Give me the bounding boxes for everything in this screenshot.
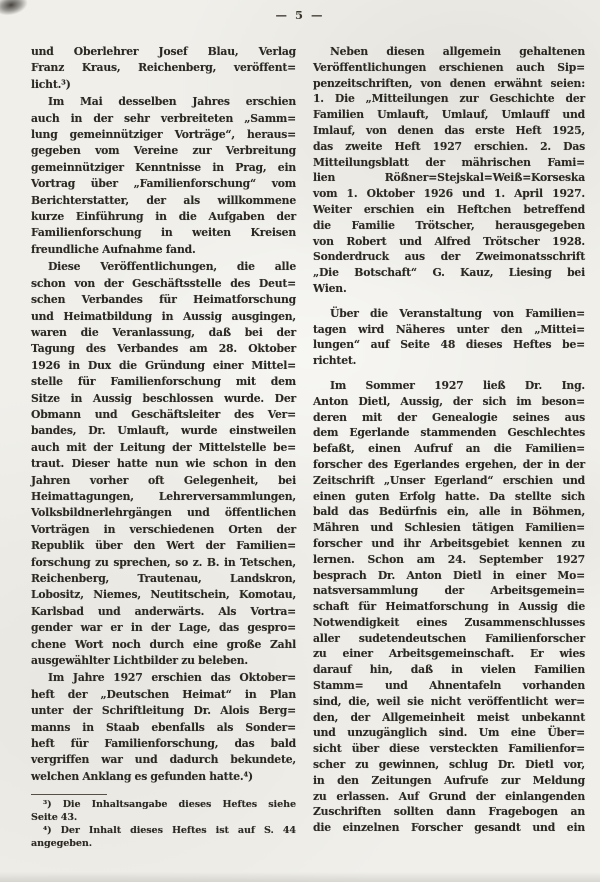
paragraph [31, 44, 296, 93]
left-text-column [31, 44, 296, 850]
text-line: zu einer Arbeitsgemeinschaft. Er wies [313, 647, 585, 661]
text-line: lung gemeinnütziger Vorträge“, heraus= [31, 128, 296, 142]
text-line: Veröffentlichungen erschienen auch Sip= [313, 60, 585, 74]
text-line: heft für Familienforschung, das bald [31, 737, 296, 751]
text-line: Über die Veranstaltung von Familien= [330, 306, 585, 320]
text-line: 1926 in Dux die Gründung einer Mittel= [31, 358, 296, 372]
text-line: Tagung des Verbandes am 28. Oktober [31, 342, 296, 356]
text-line: ⁴) Der Inhalt dieses Heftes ist auf S. 44 [43, 824, 296, 836]
text-line: sind, die, weil sie nicht veröffentlicht wer= [313, 694, 585, 708]
text-line: freundliche Aufnahme fand. [31, 242, 196, 256]
text-line: befaßt, einen Aufruf an die Familien= [313, 442, 585, 456]
text-line: forschung zu sprechen, so z. B. in Tetschen, [31, 555, 296, 569]
text-line: lungen“ auf Seite 48 dieses Heftes be= [313, 338, 585, 352]
text-line: Anton Dietl, Aussig, der sich im beson= [313, 394, 585, 408]
text-line: und unzugänglich sind. Um eine Über= [313, 726, 585, 740]
text-line: Zeitschrift „Unser Egerland“ erschien und [313, 473, 585, 487]
text-line: Franz Kraus, Reichenberg, veröffent= [31, 61, 296, 75]
text-line: kurze Einführung in die Aufgaben der [31, 210, 296, 224]
footnote-rule [31, 794, 107, 795]
text-line: die einzelnen Forscher gesandt und ein [313, 821, 585, 835]
paragraph [313, 378, 585, 836]
text-line: heft der „Deutschen Heimat“ in Plan [31, 687, 296, 701]
text-line: ausgewählter Lichtbilder zu beleben. [31, 654, 248, 668]
text-line: Berichterstatter, der als willkommene [31, 193, 296, 207]
text-line: forscher des Egerlandes ergehen, der in der [313, 457, 585, 471]
text-line: die Familie Trötscher, herausgegeben [313, 218, 585, 232]
text-line: Karlsbad und anderwärts. Als Vortra= [31, 604, 296, 618]
text-line: Lobositz, Niemes, Neutitschein, Komotau, [31, 588, 296, 602]
text-line: lernen. Schon am 24. September 1927 [313, 552, 585, 566]
text-line: Republik über den Wert der Familien= [31, 539, 296, 553]
text-line: waren die Veranlassung, daß bei der [31, 325, 296, 339]
text-line: Reichenberg, Trautenau, Landskron, [31, 572, 296, 585]
text-line: Diese Veröffentlichungen, die alle [48, 260, 296, 274]
text-line: Im Jahre 1927 erschien das Oktober= [48, 671, 296, 685]
text-line: in den Zeitungen Aufrufe zur Meldung [313, 773, 585, 787]
text-line: unter der Schriftleitung Dr. Alois Berg= [31, 704, 296, 718]
text-line: ³) Die Inhaltsangabe dieses Heftes siehe [43, 799, 296, 811]
text-line: gegeben vom Vereine zur Verbreitung [31, 144, 296, 158]
text-line: Notwendigkeit eines Zusammenschlusses [313, 615, 585, 629]
text-line: penzeitschriften, von denen erwähnt seien: [313, 76, 585, 90]
text-line: Sonderdruck aus der Zweimonatsschrift [313, 250, 585, 264]
text-line: richtet. [313, 354, 357, 368]
text-line: Heimattagungen, Lehrerversammlungen, [31, 489, 296, 503]
text-line: Mitteilungsblatt der mährischen Fami= [313, 155, 585, 169]
text-line: Im Mai desselben Jahres erschien [48, 95, 296, 109]
text-line: licht.³) [31, 77, 71, 91]
text-line: aller sudetendeutschen Familienforscher [313, 631, 585, 645]
text-line: Vortrag über „Familienforschung“ vom [31, 177, 296, 191]
text-line: auch in der sehr verbreiteten „Samm= [31, 111, 296, 125]
text-line: auch mit der Leitung der Mittelstelle be= [31, 440, 296, 454]
text-line: von Robert und Alfred Trötscher 1928. [313, 234, 585, 248]
right-text-column [313, 44, 585, 836]
text-line: besprach Dr. Anton Dietl in einer Mo= [313, 568, 585, 582]
paragraph [31, 94, 296, 258]
text-line: gender war er in der Lage, das gespro= [31, 621, 296, 635]
text-line: schon von der Geschäftsstelle des Deut= [31, 276, 296, 290]
text-line: angegeben. [31, 837, 92, 849]
text-line: sicht über diese versteckten Familienfor= [313, 742, 585, 756]
text-line: Sitze in Aussig beschlossen wurde. Der [31, 391, 296, 405]
paragraph [31, 259, 296, 669]
footnote [31, 825, 296, 851]
text-line: Im Sommer 1927 ließ Dr. Ing. [330, 378, 585, 392]
page-number: — 5 — [275, 8, 325, 22]
text-line: und Oberlehrer Josef Blau, Verlag [31, 45, 296, 58]
text-line: und Heimatbildung in Aussig ausgingen, [31, 309, 296, 323]
text-line: das zweite Heft 1927 erschien. 2. Das [313, 139, 585, 153]
text-line: „Die Botschaft“ G. Kauz, Liesing bei [313, 266, 585, 280]
text-line: lien Rößner=Stejskal=Weiß=Korseska [313, 171, 585, 185]
text-line: bandes, Dr. Umlauft, wurde einstweilen [31, 424, 296, 438]
text-line: welchen Anklang es gefunden hatte.⁴) [31, 769, 253, 783]
text-line: Stamm= und Ahnentafeln vorhanden [313, 679, 585, 693]
text-line: gemeinnütziger Kenntnisse in Prag, ein [31, 160, 296, 174]
text-line: Jahren vorher oft Gelegenheit, bei [31, 473, 296, 487]
text-line: stelle für Familienforschung mit dem [31, 375, 296, 389]
footnote [31, 799, 296, 825]
text-line: manns in Staab ebenfalls als Sonder= [31, 720, 296, 734]
paragraph [313, 44, 585, 297]
text-line: Neben diesen allgemein gehaltenen [330, 45, 585, 58]
text-line: Volksbildnerlehrgängen und öffentlichen [31, 506, 296, 520]
text-line: einen guten Erfolg hatte. Da stellte sich [313, 489, 585, 503]
text-line: natsversammlung der Arbeitsgemein= [313, 584, 585, 598]
text-line: vergriffen war und dadurch bekundete, [31, 753, 296, 767]
text-line: Vorträgen in verschiedenen Orten der [31, 522, 296, 536]
paragraph [313, 306, 585, 369]
text-line: Mähren und Schlesien tätigen Familien= [313, 521, 585, 535]
text-line: dem Egerlande stammenden Geschlechtes [313, 426, 585, 440]
text-line: darauf hin, daß in vielen Familien [313, 663, 585, 677]
text-line: Weiter erschien ein Heftchen betreffend [313, 202, 585, 216]
text-line: forscher und ihr Arbeitsgebiet kennen zu [313, 536, 585, 550]
text-line: Familienforschung in weiten Kreisen [31, 226, 296, 240]
text-line: tagen wird Näheres unter den „Mittei= [313, 322, 585, 336]
text-line: Imlauf, von denen das erste Heft 1925, [313, 123, 585, 137]
text-line: chene Wort noch durch eine große Zahl [31, 637, 296, 651]
text-line: Wien. [313, 281, 347, 295]
text-line: Familien Umlauft, Umlauf, Umlauff und [313, 108, 585, 122]
text-line: Obmann und Geschäftsleiter des Ver= [31, 407, 296, 421]
text-line: den, der Allgemeinheit meist unbekannt [313, 710, 585, 724]
text-line: traut. Dieser hatte nun wie schon in den [31, 457, 296, 471]
text-line: vom 1. Oktober 1926 und 1. April 1927. [313, 187, 585, 201]
footnotes [31, 799, 296, 850]
text-line: bald das Bedürfnis ein, alle in Böhmen, [313, 505, 585, 519]
text-line: Seite 43. [31, 812, 78, 824]
text-line: zu erlassen. Auf Grund der einlangenden [313, 789, 585, 803]
text-line: 1. Die „Mitteilungen zur Geschichte der [313, 92, 585, 106]
text-line: scher zu gewinnen, schlug Dr. Dietl vor, [313, 758, 585, 772]
paragraph [31, 670, 296, 785]
text-line: schaft für Heimatforschung in Aussig die [313, 600, 585, 614]
scan-bottom-shade [0, 872, 600, 882]
text-line: deren mit der Genealogie seines aus [313, 410, 585, 424]
text-line: schen Verbandes für Heimatforschung [31, 293, 296, 307]
text-line: Zuschriften sollten dann Fragebogen an [313, 805, 585, 819]
